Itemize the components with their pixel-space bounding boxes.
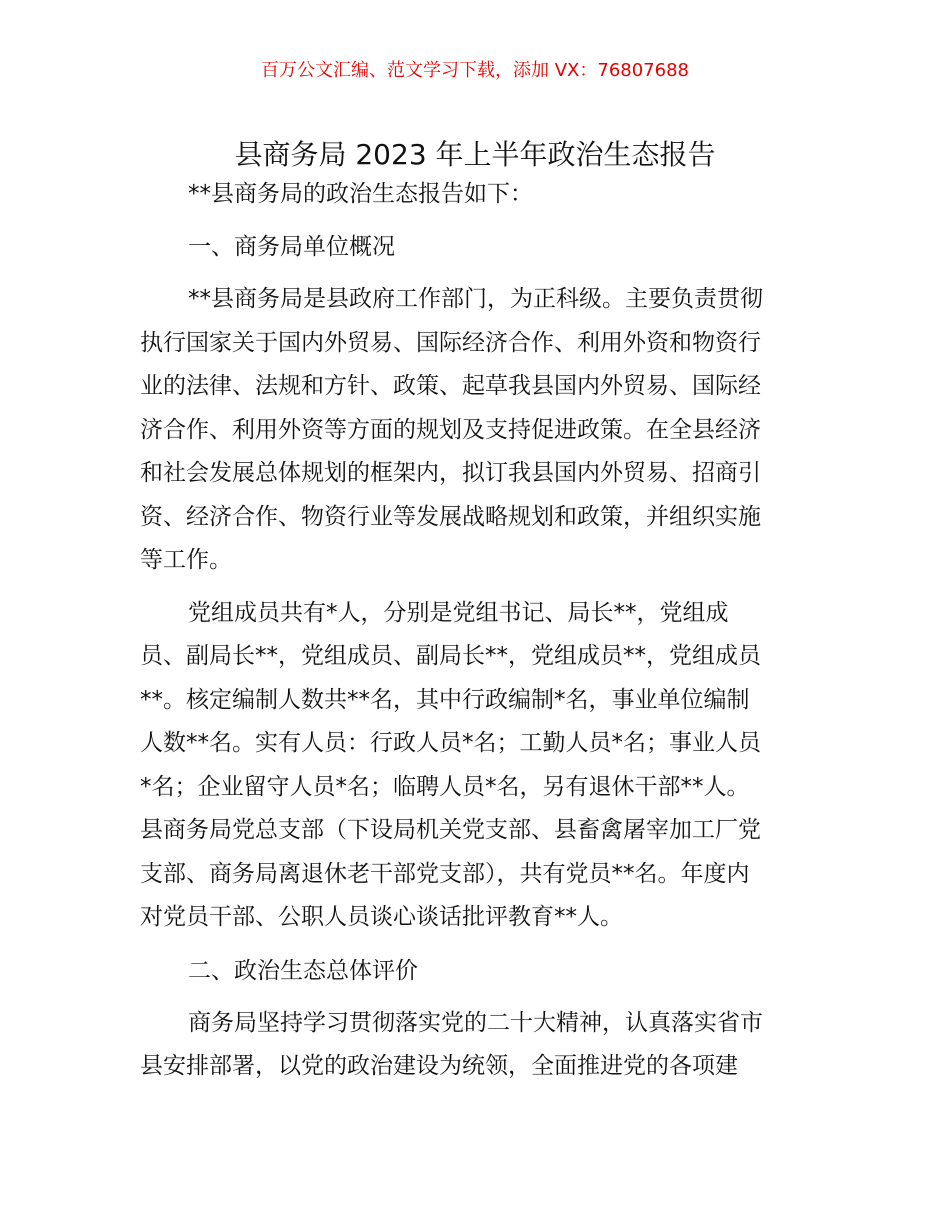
paragraph-line: 支部、商务局离退休老干部党支部），共有党员**名。年度内: [140, 860, 750, 887]
paragraph-line: *名；企业留守人员*名；临聘人员*名，另有退休干部**人。: [140, 773, 750, 800]
section-heading-2: 二、政治生态总体评价: [188, 957, 418, 984]
paragraph-line: 党组成员共有*人，分别是党组书记、局长**，党组成: [188, 599, 729, 626]
paragraph-line: 等工作。: [140, 547, 232, 573]
paragraph-line: 员、副局长**，党组成员、副局长**，党组成员**，党组成员: [140, 643, 761, 669]
paragraph-line: **县商务局是县政府工作部门，为正科级。主要负责贯彻: [188, 286, 763, 312]
paragraph-line: 对党员干部、公职人员谈心谈话批评教育**人。: [140, 904, 623, 930]
paragraph-line: **。核定编制人数共**名，其中行政编制*名，事业单位编制: [140, 686, 750, 713]
intro-line: **县商务局的政治生态报告如下：: [188, 181, 533, 207]
paragraph-line: 商务局坚持学习贯彻落实党的二十大精神，认真落实省市: [188, 1009, 763, 1036]
paragraph-line: 业的法律、法规和方针、政策、起草我县国内外贸易、国际经: [140, 373, 761, 399]
watermark-text: 百万公文汇编、范文学习下载，添加 VX：76807688: [261, 60, 689, 81]
paragraph-line: 县安排部署，以党的政治建设为统领，全面推进党的各项建: [140, 1053, 738, 1079]
paragraph-3: [140, 1002, 812, 1089]
document-title: 县商务局 2023 年上半年政治生态报告: [234, 137, 716, 171]
paragraph-line: 执行国家关于国内外贸易、国际经济合作、利用外资和物资行: [140, 329, 761, 356]
paragraph-1: [140, 278, 812, 583]
paragraph-line: 济合作、利用外资等方面的规划及支持促进政策。在全县经济: [140, 416, 761, 443]
paragraph-line: 资、经济合作、物资行业等发展战略规划和政策，并组织实施: [140, 503, 761, 530]
section-heading-1: 一、商务局单位概况: [188, 234, 395, 260]
paragraph-line: 和社会发展总体规划的框架内，拟订我县国内外贸易、招商引: [140, 460, 761, 486]
paragraph-2: [140, 592, 812, 940]
paragraph-line: 县商务局党总支部（下设局机关党支部、县畜禽屠宰加工厂党: [140, 817, 761, 843]
paragraph-line: 人数**名。实有人员：行政人员*名；工勤人员*名；事业人员: [140, 730, 761, 756]
document-body: [140, 172, 812, 1098]
